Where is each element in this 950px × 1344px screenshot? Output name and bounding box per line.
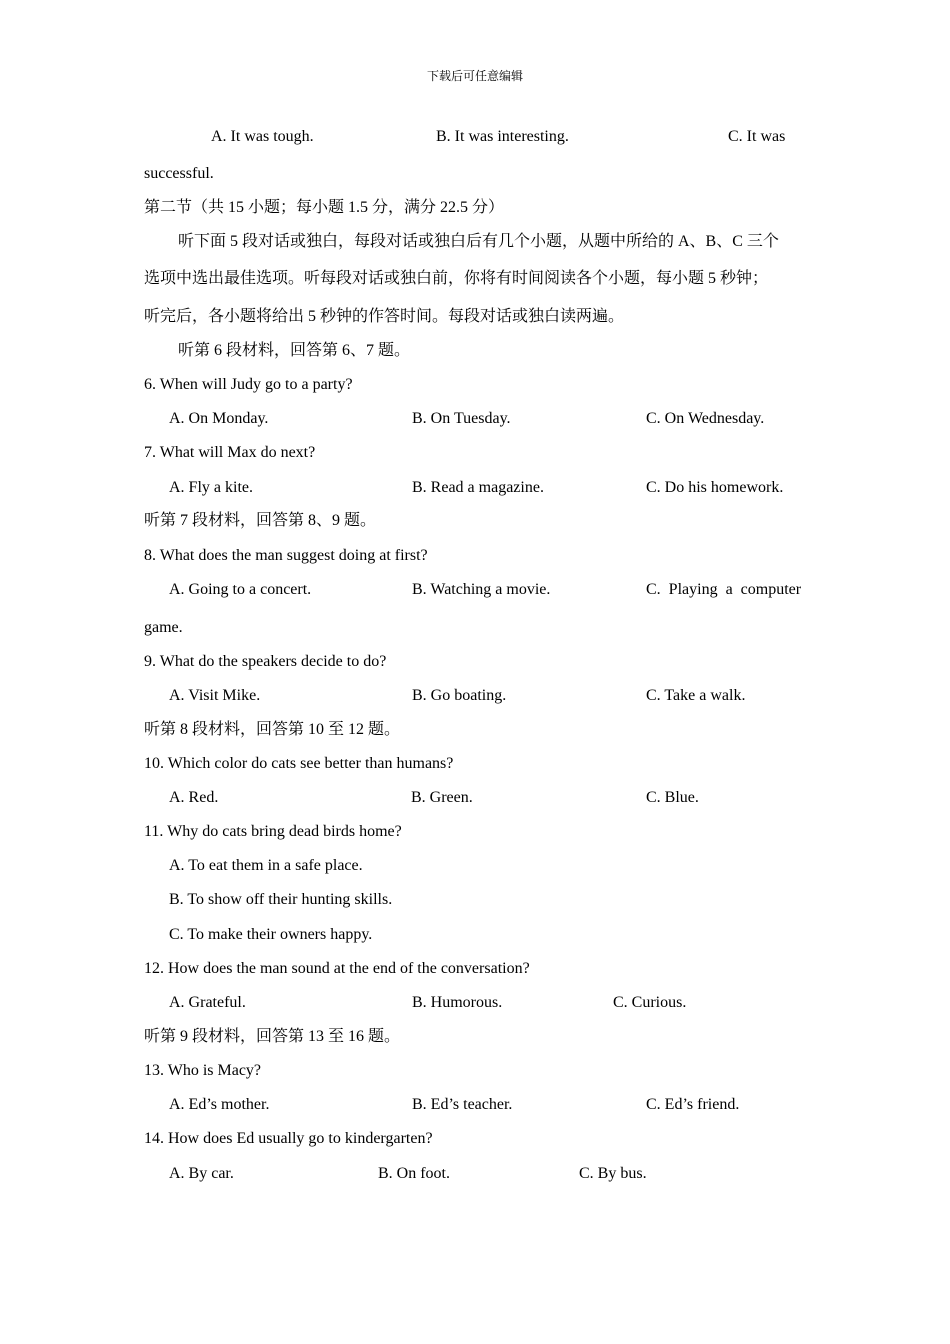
q9-option-c: C. Take a walk. <box>646 687 746 704</box>
q12-option-a: A. Grateful. <box>169 994 246 1011</box>
page-header: 下载后可任意编辑 <box>426 69 523 83</box>
q10-option-a: A. Red. <box>169 789 219 806</box>
q7-option-b: B. Read a magazine. <box>412 479 544 496</box>
q8-option-c-continued: game. <box>144 619 183 636</box>
instructions-line-3: 听完后，各小题将给出 5 秒钟的作答时间。每段对话或独白读两遍。 <box>144 308 625 325</box>
q12-option-b: B. Humorous. <box>412 994 503 1011</box>
question-12: 12. How does the man sound at the end of the conversation? <box>144 960 530 977</box>
q11-option-b: B. To show off their hunting skills. <box>169 891 393 908</box>
material-9-heading: 听第 9 段材料，回答第 13 至 16 题。 <box>144 1028 401 1045</box>
q11-option-a: A. To eat them in a safe place. <box>169 857 363 874</box>
instructions-line-1: 听下面 5 段对话或独白，每段对话或独白后有几个小题，从题中所给的 A、B、C 三个 <box>178 233 779 250</box>
q10-option-b: B. Green. <box>411 789 473 806</box>
q9-option-b: B. Go boating. <box>412 687 507 704</box>
section-title: 第二节（共 15 小题；每小题 1.5 分，满分 22.5 分） <box>144 199 505 216</box>
question-6: 6. When will Judy go to a party? <box>144 376 353 393</box>
q5-option-c: C. It was <box>728 128 786 145</box>
q9-option-a: A. Visit Mike. <box>169 687 261 704</box>
q14-option-c: C. By bus. <box>579 1165 647 1182</box>
question-8: 8. What does the man suggest doing at first? <box>144 547 428 564</box>
question-14: 14. How does Ed usually go to kindergarten? <box>144 1130 433 1147</box>
material-6-heading: 听第 6 段材料，回答第 6、7 题。 <box>178 342 411 359</box>
q7-option-a: A. Fly a kite. <box>169 479 253 496</box>
q7-option-c: C. Do his homework. <box>646 479 784 496</box>
q12-option-c: C. Curious. <box>613 994 687 1011</box>
q14-option-a: A. By car. <box>169 1165 234 1182</box>
material-7-heading: 听第 7 段材料，回答第 8、9 题。 <box>144 512 377 529</box>
q5-option-c-continued: successful. <box>144 165 214 182</box>
question-7: 7. What will Max do next? <box>144 444 316 461</box>
question-13: 13. Who is Macy? <box>144 1062 262 1079</box>
q8-option-b: B. Watching a movie. <box>412 581 551 598</box>
question-10: 10. Which color do cats see better than humans? <box>144 755 454 772</box>
q13-option-c: C. Ed’s friend. <box>646 1096 740 1113</box>
question-9: 9. What do the speakers decide to do? <box>144 653 387 670</box>
q6-option-a: A. On Monday. <box>169 410 269 427</box>
q14-option-b: B. On foot. <box>378 1165 450 1182</box>
q6-option-b: B. On Tuesday. <box>412 410 511 427</box>
material-8-heading: 听第 8 段材料，回答第 10 至 12 题。 <box>144 721 401 738</box>
q10-option-c: C. Blue. <box>646 789 699 806</box>
q13-option-b: B. Ed’s teacher. <box>412 1096 513 1113</box>
instructions-line-2: 选项中选出最佳选项。听每段对话或独白前，你将有时间阅读各个小题，每小题 5 秒钟； <box>144 270 769 287</box>
q8-option-c: C. Playing a computer <box>646 581 802 598</box>
question-11: 11. Why do cats bring dead birds home? <box>144 823 402 840</box>
q5-option-b: B. It was interesting. <box>436 128 569 145</box>
q13-option-a: A. Ed’s mother. <box>169 1096 270 1113</box>
q6-option-c: C. On Wednesday. <box>646 410 765 427</box>
q11-option-c: C. To make their owners happy. <box>169 926 373 943</box>
q5-option-a: A. It was tough. <box>211 128 314 145</box>
q8-option-a: A. Going to a concert. <box>169 581 312 598</box>
